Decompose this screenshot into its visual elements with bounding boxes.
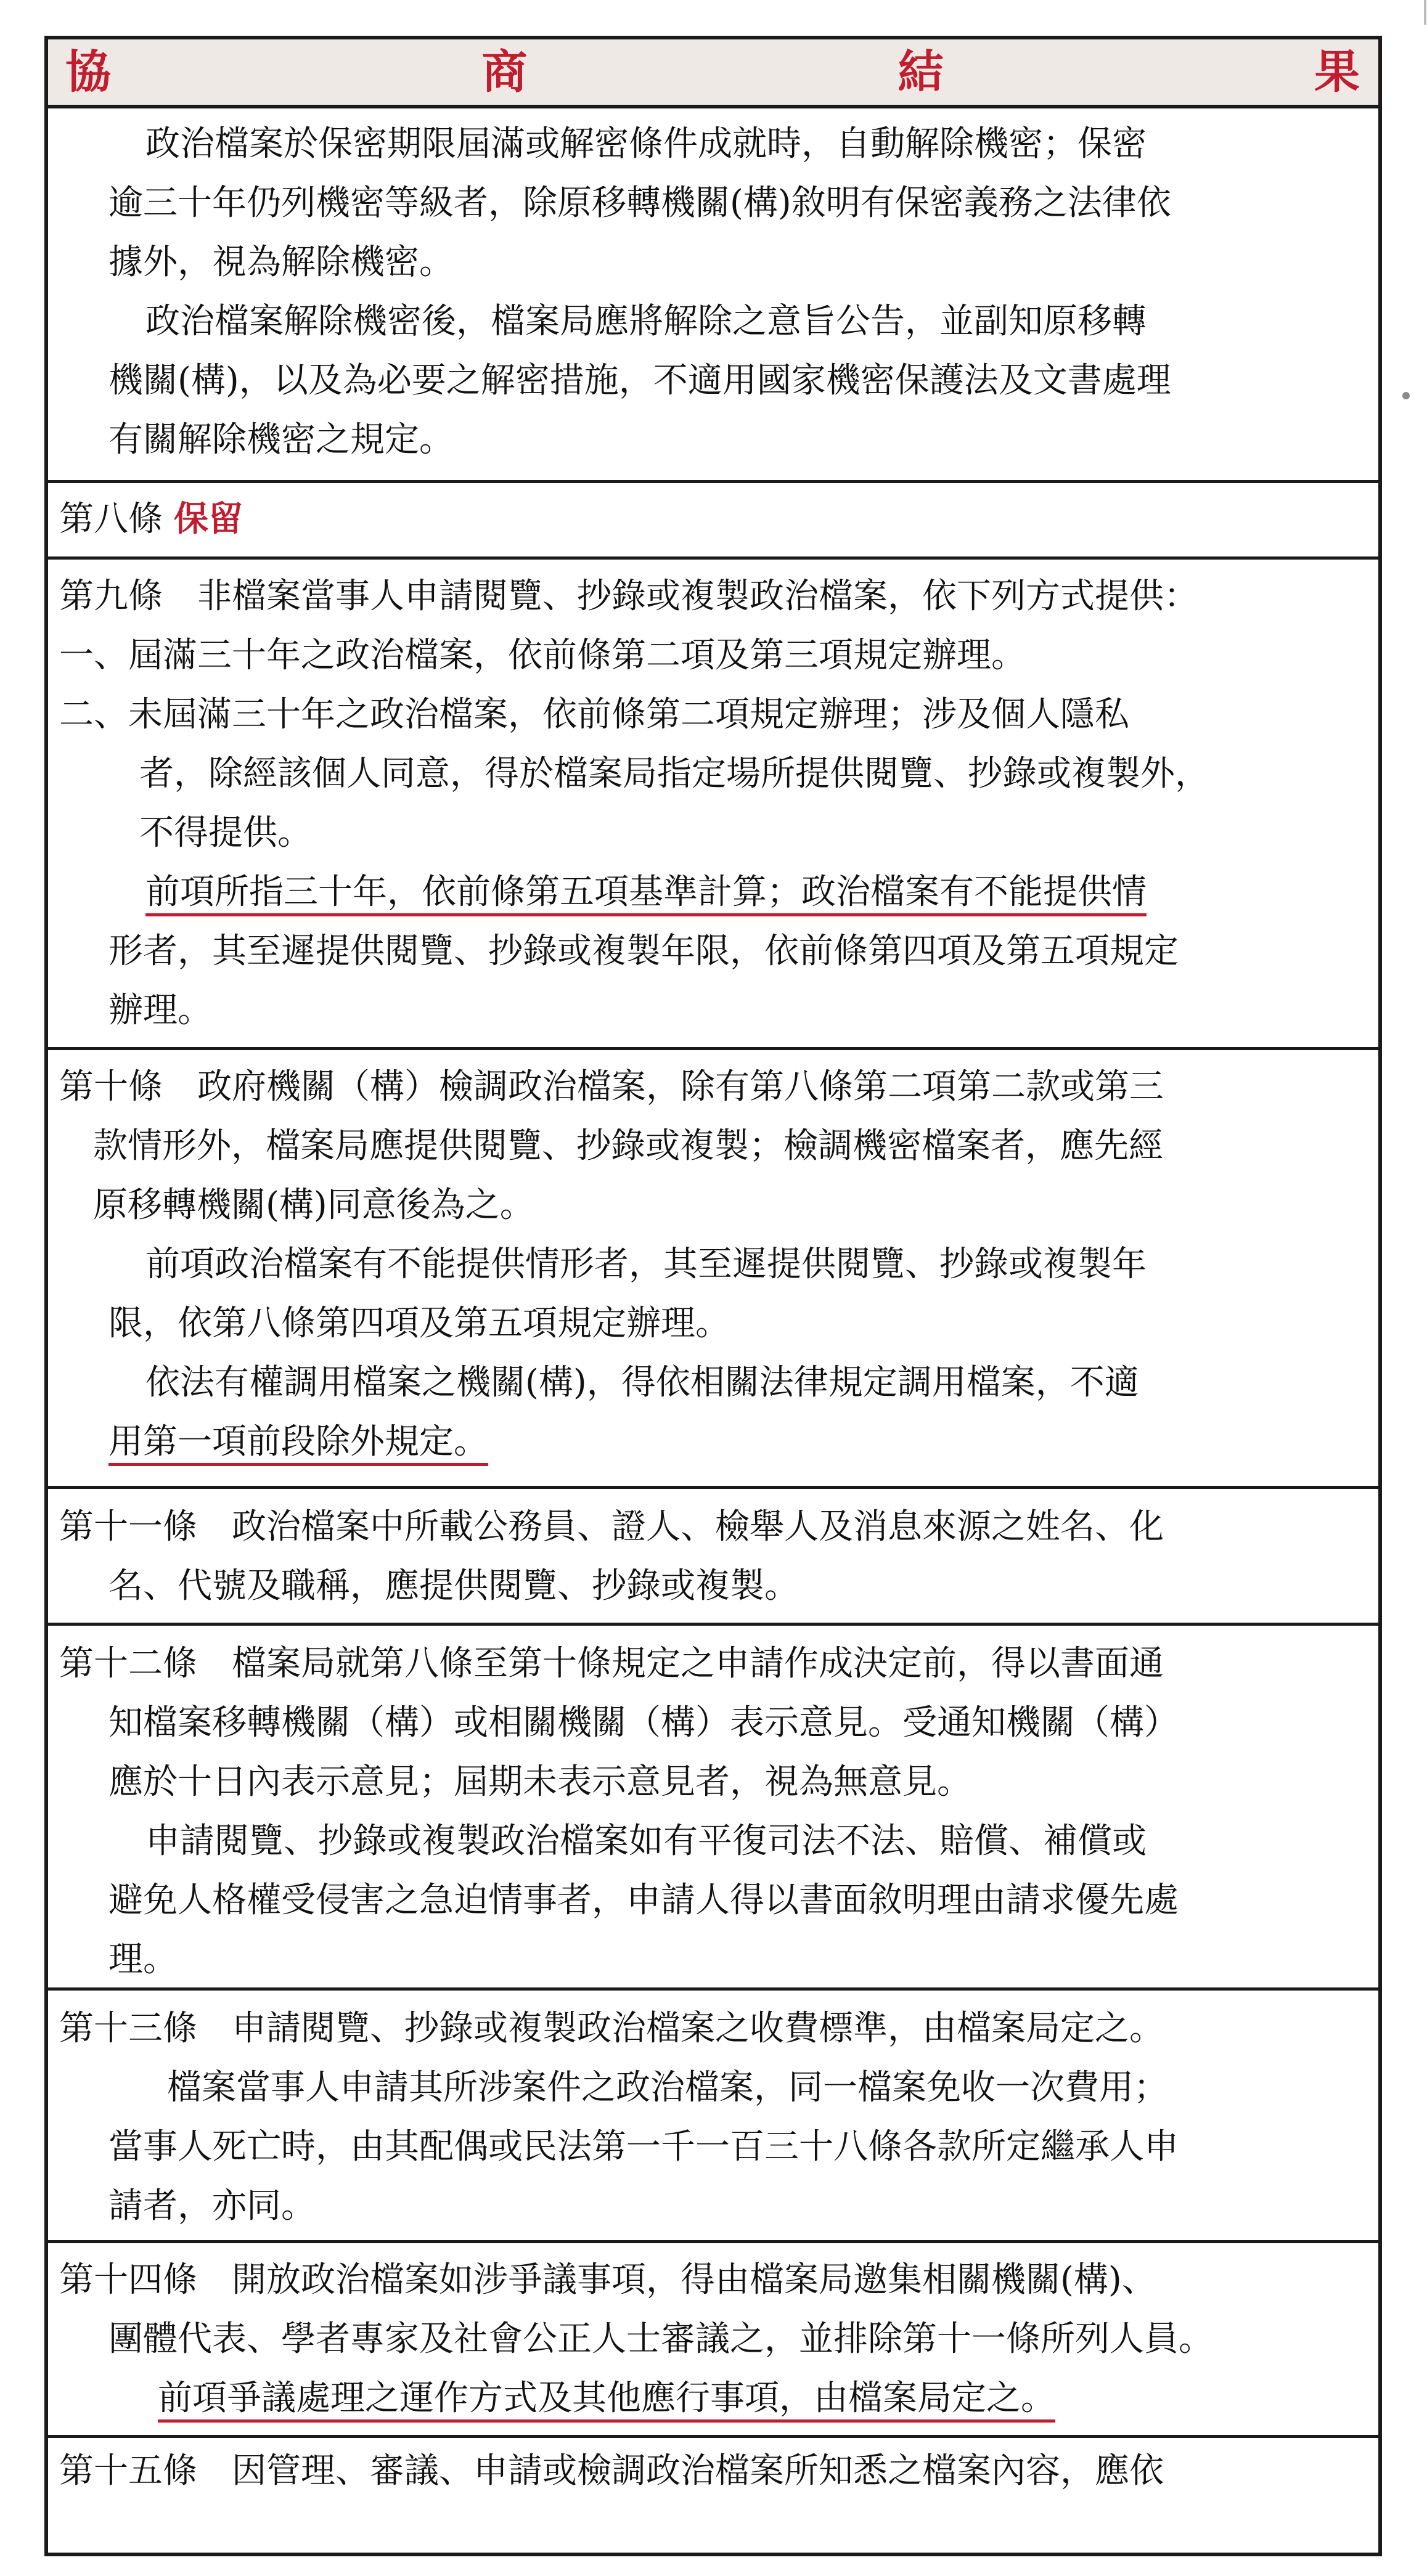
text-line: 據外，視為解除機密。 — [108, 242, 454, 282]
text-line: 第十四條 開放政治檔案如涉爭議事項，得由檔案局邀集相關機關(構)、 — [59, 2260, 1156, 2300]
text-line: 者，除經該個人同意，得於檔案局指定場所提供閱覽、抄錄或複製外， — [139, 754, 1209, 794]
text-line — [59, 2369, 1367, 2428]
section-article-12 — [48, 1626, 1378, 1991]
text-line: 第十五條 因管理、審議、申請或檢調政治檔案所知悉之檔案內容，應依 — [59, 2451, 1164, 2491]
text-line: 有關解除機密之規定。 — [108, 420, 454, 460]
section-article-13 — [48, 1991, 1378, 2243]
text-line — [59, 863, 1367, 922]
section-article-8 — [48, 483, 1378, 560]
text-line: 避免人格權受侵害之急迫情事者，申請人得以書面敘明理由請求優先處 — [108, 1880, 1179, 1920]
text-line: 限，依第八條第四項及第五項規定辦理。 — [108, 1303, 730, 1343]
text-line: 理。 — [108, 1939, 178, 1979]
section-article-14 — [48, 2243, 1378, 2438]
article-8-line — [59, 489, 1367, 548]
text-line: 第十一條 政治檔案中所載公務員、證人、檢舉人及消息來源之姓名、化 — [59, 1507, 1164, 1547]
text-line: 依法有權調用檔案之機關(構)，得依相關法律規定調用檔案，不適 — [145, 1363, 1139, 1403]
header-row — [48, 39, 1378, 108]
text-line: 當事人死亡時，由其配偶或民法第一千一百三十八條各款所定繼承人申 — [108, 2127, 1179, 2167]
text-line: 原移轉機關(構)同意後為之。 — [93, 1185, 534, 1225]
text-line: 機關(構)，以及為必要之解密措施，不適用國家機密保護法及文書處理 — [108, 361, 1171, 401]
document-table — [44, 36, 1382, 2556]
text-line: 第十二條 檔案局就第八條至第十條規定之申請作成決定前，得以書面通 — [59, 1644, 1164, 1684]
article-8-reserved: 保留 — [173, 499, 243, 539]
section-declassification — [48, 108, 1378, 483]
text-line: 一、屆滿三十年之政治檔案，依前條第二項及第三項規定辦理。 — [59, 635, 1026, 675]
text-line: 申請閱覽、抄錄或複製政治檔案如有平復司法不法、賠償、補償或 — [145, 1821, 1147, 1861]
text-line: 知檔案移轉機關（構）或相關機關（構）表示意見。受通知機關（構） — [108, 1703, 1179, 1743]
text-line: 款情形外，檔案局應提供閱覽、抄錄或複製；檢調機密檔案者，應先經 — [93, 1126, 1163, 1166]
scan-speck — [1402, 392, 1410, 399]
section-article-10 — [48, 1050, 1378, 1489]
text-line: 應於十日內表示意見；屆期未表示意見者，視為無意見。 — [108, 1762, 971, 1802]
underlined-text: 前項所指三十年，依前條第五項基準計算；政治檔案有不能提供情 — [145, 872, 1147, 916]
section-article-9 — [48, 560, 1378, 1050]
article-8-title: 第八條 — [59, 499, 163, 539]
section-article-11 — [48, 1489, 1378, 1626]
text-line: 形者，其至遲提供閱覽、抄錄或複製年限，依前條第四項及第五項規定 — [108, 931, 1179, 971]
text-line: 逾三十年仍列機密等級者，除原移轉機關(構)敘明有保密義務之法律依 — [108, 183, 1171, 223]
text-line: 政治檔案解除機密後，檔案局應將解除之意旨公告，並副知原移轉 — [145, 301, 1147, 341]
header-char-1: 協 — [65, 46, 111, 99]
header-char-3: 結 — [897, 46, 944, 99]
underlined-text: 用第一項前段除外規定。 — [108, 1422, 488, 1466]
text-line: 請者，亦同。 — [108, 2186, 316, 2226]
text-line: 不得提供。 — [139, 813, 312, 853]
underlined-text: 前項爭議處理之運作方式及其他應行事項，由檔案局定之。 — [158, 2378, 1055, 2423]
header-char-2: 商 — [481, 46, 528, 99]
text-line: 前項政治檔案有不能提供情形者，其至遲提供閱覽、抄錄或複製年 — [145, 1244, 1147, 1284]
text-line: 第十條 政府機關（構）檢調政治檔案，除有第八條第二項第二款或第三 — [59, 1067, 1164, 1107]
section-article-15 — [48, 2438, 1378, 2549]
header-char-4: 果 — [1314, 46, 1360, 99]
text-line: 檔案當事人申請其所涉案件之政治檔案，同一檔案免收一次費用； — [167, 2068, 1168, 2108]
text-line: 政治檔案於保密期限屆滿或解密條件成就時，自動解除機密；保密 — [145, 124, 1147, 164]
scan-edge-mark — [1424, 0, 1426, 25]
text-line: 第十三條 申請閱覽、抄錄或複製政治檔案之收費標準，由檔案局定之。 — [59, 2008, 1164, 2048]
text-line: 辦理。 — [108, 990, 212, 1030]
text-line — [59, 1412, 1367, 1472]
text-line: 二、未屆滿三十年之政治檔案，依前條第二項規定辦理；涉及個人隱私 — [59, 695, 1129, 735]
text-line: 名、代號及職稱，應提供閱覽、抄錄或複製。 — [108, 1566, 799, 1606]
text-line: 團體代表、學者專家及社會公正人士審議之，並排除第十一條所列人員。 — [108, 2319, 1213, 2359]
text-line: 第九條 非檔案當事人申請閱覽、抄錄或複製政治檔案，依下列方式提供： — [59, 576, 1198, 616]
